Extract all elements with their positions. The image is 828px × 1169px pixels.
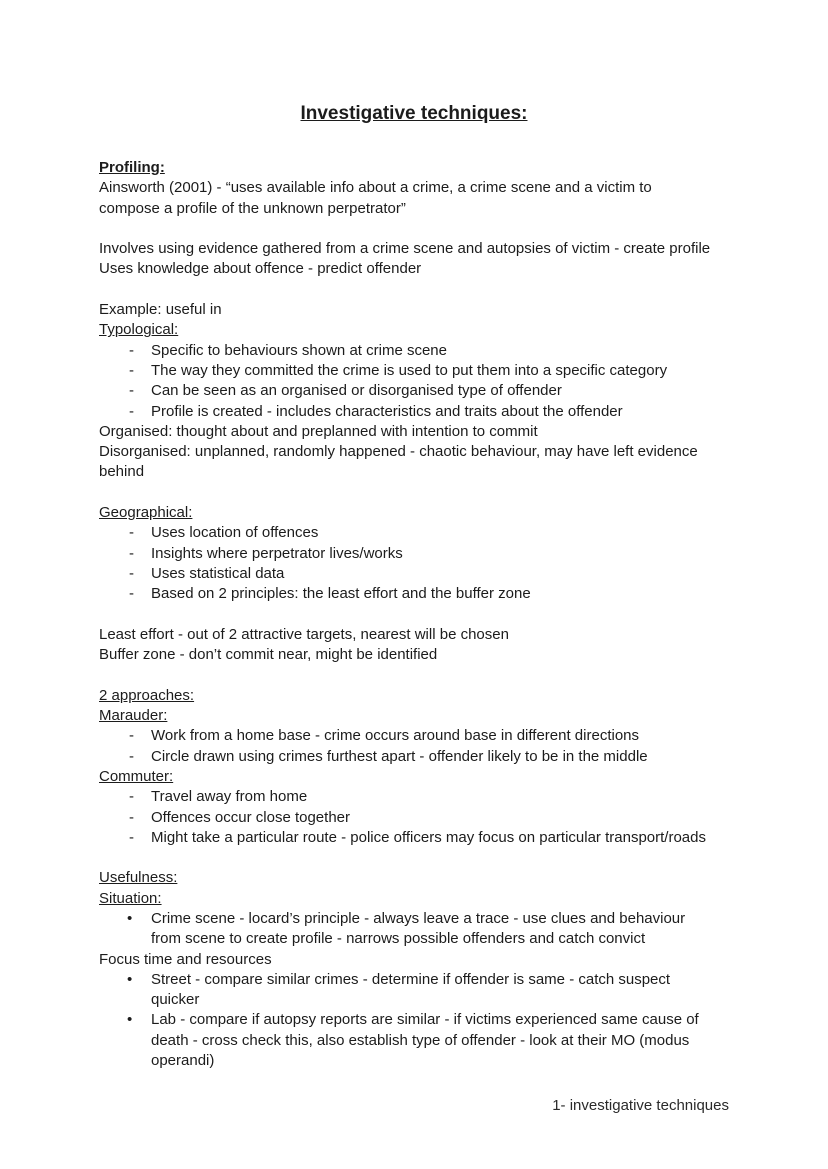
bullet-continuation-line: operandi): [151, 1052, 215, 1070]
bullet-text: Lab - compare if autopsy reports are similar - if victims experienced same cause of: [151, 1011, 699, 1029]
bullet-text: Can be seen as an organised or disorganised type of offender: [151, 382, 562, 400]
sub-heading: 2 approaches:: [99, 686, 195, 704]
sub-heading: Commuter:: [99, 767, 174, 785]
dash-bullet-item: [99, 584, 729, 604]
blank-line: [99, 848, 729, 868]
dash-bullet-marker: -: [129, 585, 134, 603]
page-footer: 1- investigative techniques: [552, 1097, 729, 1114]
sub-heading: Typological:: [99, 321, 179, 339]
dot-bullet-marker: •: [127, 970, 133, 988]
document-body: [99, 158, 729, 1071]
dash-bullet-item: [99, 747, 729, 767]
bullet-text: Work from a home base - crime occurs around base in different directions: [151, 727, 639, 745]
dash-bullet-marker: -: [129, 788, 134, 806]
bullet-text: Might take a particular route - police officers may focus on particular transport/roads: [151, 828, 706, 846]
bullet-text: Uses statistical data: [151, 564, 285, 582]
dash-bullet-item: [99, 523, 729, 543]
bullet-continuation-line: death - cross check this, also establish type of offender - look at their MO (modus: [151, 1031, 690, 1049]
document-title: Investigative techniques:: [300, 103, 528, 124]
text-line: Example: useful in: [99, 301, 222, 319]
dash-bullet-marker: -: [129, 341, 134, 359]
dash-bullet-marker: -: [129, 564, 134, 582]
dash-bullet-item: [99, 381, 729, 401]
bullet-text: Based on 2 principles: the least effort and the buffer zone: [151, 585, 531, 603]
dash-bullet-item: [99, 402, 729, 422]
dash-bullet-marker: -: [129, 808, 134, 826]
dot-bullet-item: [99, 970, 729, 990]
text-line: Organised: thought about and preplanned with intention to commit: [99, 422, 538, 440]
text-line: Uses knowledge about offence - predict offender: [99, 260, 422, 278]
dash-bullet-item: [99, 544, 729, 564]
bullet-text: Profile is created - includes characteristics and traits about the offender: [151, 402, 623, 420]
dash-bullet-marker: -: [129, 402, 134, 420]
dash-bullet-marker: -: [129, 747, 134, 765]
blank-line: [99, 665, 729, 685]
bullet-text: Crime scene - locard’s principle - always leave a trace - use clues and behaviour: [151, 909, 686, 927]
dash-bullet-marker: -: [129, 544, 134, 562]
text-line: Involves using evidence gathered from a crime scene and autopsies of victim - create profile: [99, 240, 711, 258]
dash-bullet-marker: -: [129, 828, 134, 846]
dash-bullet-item: [99, 726, 729, 746]
bullet-continuation-line: quicker: [151, 991, 200, 1009]
bullet-text: The way they committed the crime is used to put them into a specific category: [151, 361, 668, 379]
bullet-text: Offences occur close together: [151, 808, 350, 826]
text-line: Focus time and resources: [99, 950, 272, 968]
text-line: Buffer zone - don’t commit near, might be identified: [99, 646, 438, 664]
dash-bullet-marker: -: [129, 524, 134, 542]
sub-heading: Marauder:: [99, 707, 168, 725]
section-heading: Profiling:: [99, 159, 165, 176]
dash-bullet-item: [99, 828, 729, 848]
sub-heading: Usefulness:: [99, 869, 178, 887]
text-line: behind: [99, 463, 145, 481]
dot-bullet-item: [99, 1010, 729, 1030]
bullet-text: Travel away from home: [151, 788, 308, 806]
bullet-text: Circle drawn using crimes furthest apart - offender likely to be in the middle: [151, 747, 648, 765]
bullet-text: Street - compare similar crimes - determine if offender is same - catch suspect: [151, 970, 671, 988]
dot-bullet-marker: •: [127, 1011, 133, 1029]
blank-line: [99, 605, 729, 625]
bullet-text: Insights where perpetrator lives/works: [151, 544, 403, 562]
dash-bullet-marker: -: [129, 361, 134, 379]
bullet-text: Uses location of offences: [151, 524, 319, 542]
dash-bullet-item: [99, 564, 729, 584]
blank-line: [99, 483, 729, 503]
dash-bullet-item: [99, 787, 729, 807]
text-line: Least effort - out of 2 attractive targets, nearest will be chosen: [99, 625, 509, 643]
dash-bullet-item: [99, 341, 729, 361]
sub-heading: Situation:: [99, 889, 162, 907]
dot-bullet-item: [99, 909, 729, 929]
dash-bullet-marker: -: [129, 727, 134, 745]
text-line: Disorganised: unplanned, randomly happened - chaotic behaviour, may have left evidence: [99, 443, 698, 461]
sub-heading: Geographical:: [99, 504, 193, 522]
dot-bullet-marker: •: [127, 909, 133, 927]
text-line: compose a profile of the unknown perpetrator”: [99, 199, 406, 217]
bullet-continuation-line: from scene to create profile - narrows possible offenders and catch convict: [151, 930, 646, 948]
dash-bullet-item: [99, 808, 729, 828]
dash-bullet-marker: -: [129, 382, 134, 400]
blank-line: [99, 280, 729, 300]
text-line: Ainsworth (2001) - “uses available info about a crime, a crime scene and a victim to: [99, 179, 652, 197]
bullet-text: Specific to behaviours shown at crime scene: [151, 341, 447, 359]
dash-bullet-item: [99, 361, 729, 381]
blank-line: [99, 219, 729, 239]
